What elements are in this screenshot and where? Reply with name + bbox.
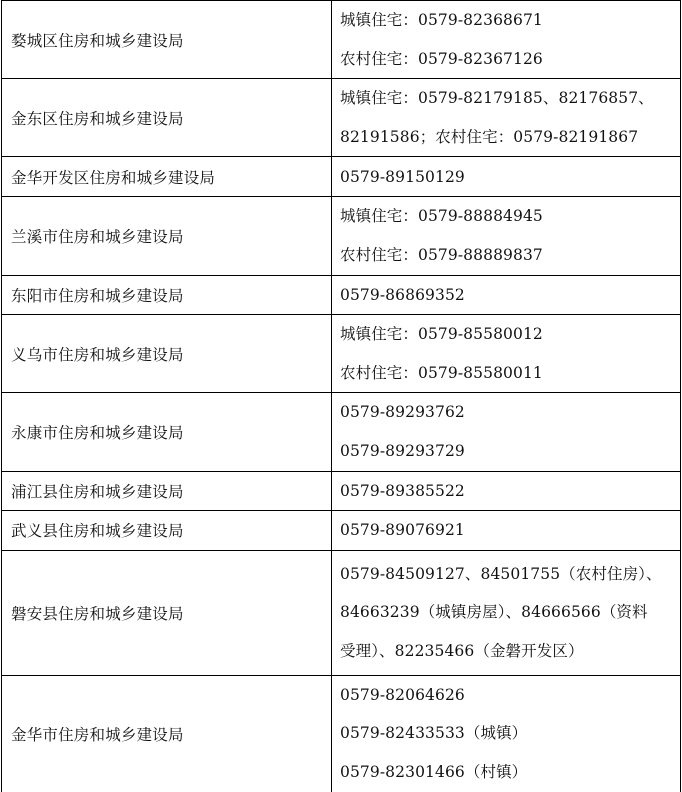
phone-line: 农村住宅：0579-85580011 xyxy=(340,363,543,382)
phone-cell xyxy=(332,1,681,79)
phone-cell xyxy=(332,157,681,197)
table-row xyxy=(2,315,681,393)
table-row xyxy=(2,511,681,551)
phone-line: 受理）、82235466（金磐开发区） xyxy=(340,642,584,661)
table-row xyxy=(2,393,681,471)
department-name: 浦江县住房和城乡建设局 xyxy=(2,471,332,511)
phone-line: 0579-86869352 xyxy=(340,285,465,304)
contact-table xyxy=(1,0,681,792)
phone-cell xyxy=(332,393,681,471)
department-name: 义乌市住房和城乡建设局 xyxy=(2,315,332,393)
phone-line: 0579-89076921 xyxy=(340,521,465,540)
phone-cell xyxy=(332,197,681,275)
phone-line: 0579-89385522 xyxy=(340,481,465,500)
department-name: 金华市住房和城乡建设局 xyxy=(2,675,332,791)
phone-line: 0579-89293762 xyxy=(340,403,465,422)
department-name: 金东区住房和城乡建设局 xyxy=(2,79,332,157)
phone-cell xyxy=(332,275,681,315)
department-name: 武义县住房和城乡建设局 xyxy=(2,511,332,551)
phone-line: 0579-82064626 xyxy=(340,685,465,704)
phone-cell xyxy=(332,79,681,157)
department-name: 磐安县住房和城乡建设局 xyxy=(2,550,332,675)
table-row xyxy=(2,157,681,197)
phone-line: 0579-82433533（城镇） xyxy=(340,724,528,743)
table-row xyxy=(2,275,681,315)
phone-line: 0579-89150129 xyxy=(340,167,465,186)
phone-cell xyxy=(332,550,681,675)
phone-line: 0579-89293729 xyxy=(340,441,465,460)
phone-line: 城镇住宅：0579-82179185、82176857、 xyxy=(340,89,654,108)
phone-line: 农村住宅：0579-82367126 xyxy=(340,49,543,68)
table-row xyxy=(2,550,681,675)
phone-line: 82191586；农村住宅：0579-82191867 xyxy=(340,127,639,146)
phone-cell xyxy=(332,315,681,393)
phone-cell xyxy=(332,511,681,551)
phone-line: 84663239（城镇房屋）、84666566（资料 xyxy=(340,603,648,622)
phone-line: 农村住宅：0579-88889837 xyxy=(340,245,543,264)
department-name: 婺城区住房和城乡建设局 xyxy=(2,1,332,79)
table-row xyxy=(2,79,681,157)
phone-line: 0579-84509127、84501755（农村住房）、 xyxy=(340,564,662,583)
phone-cell xyxy=(332,471,681,511)
phone-line: 城镇住宅：0579-88884945 xyxy=(340,207,543,226)
department-name: 永康市住房和城乡建设局 xyxy=(2,393,332,471)
table-row xyxy=(2,1,681,79)
table-row xyxy=(2,197,681,275)
department-name: 兰溪市住房和城乡建设局 xyxy=(2,197,332,275)
table-row xyxy=(2,675,681,791)
department-name: 东阳市住房和城乡建设局 xyxy=(2,275,332,315)
phone-line: 城镇住宅：0579-85580012 xyxy=(340,325,543,344)
phone-cell xyxy=(332,675,681,791)
phone-line: 0579-82301466（村镇） xyxy=(340,762,528,781)
department-name: 金华开发区住房和城乡建设局 xyxy=(2,157,332,197)
table-row xyxy=(2,471,681,511)
phone-line: 城镇住宅：0579-82368671 xyxy=(340,11,543,29)
